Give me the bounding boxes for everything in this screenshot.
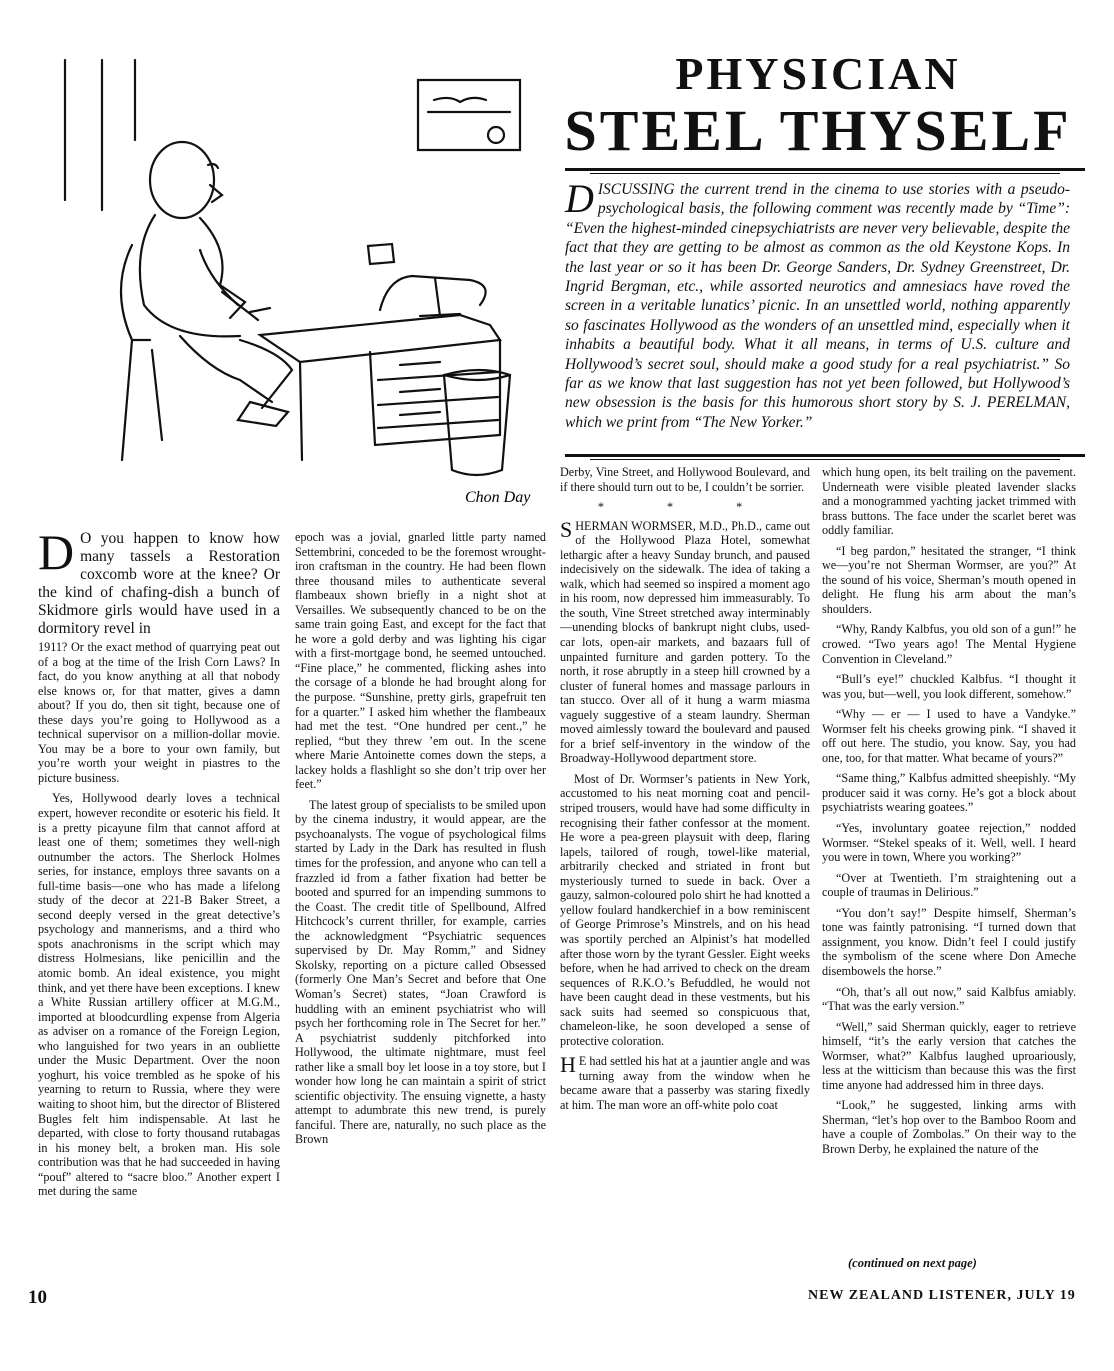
paragraph: “Well,” said Sherman quickly, eager to retrieve himself, “it’s the early version that catches the Wormser, what?” Kalbfus laughed uproariously, less at the witticism than because this was the first time anyone had addressed him in three days. <box>822 1019 1076 1092</box>
paragraph: The latest group of specialists to be smiled upon by the cinema industry, it would appear, are the psychoanalysts. The vogue of psychological films started by Lady in the Dark has resulted in flush times for the profession, and anyone who can tell a frazzled id from a father fixation had better be booted and spurred for an impending summons to the Coast. The credit title of Spellbound, Alfred Hitchcock’s current thriller, for example, carries the acknowledgment “Psychiatric sequences supervised by Dr. May Romm,” and Sidney Skolsky, reporting on a picture called Obsessed (formerly One Man’s Secret and before that One Woman’s Secret) states, “Joan Crawford is huddling with an eminent psychiatrist who will psych her forthcoming role in The Secret for her.” A psychiatrist suddenly pitchforked into Hollywood, the ultimate nightmare, must feel rather like a small boy let loose in a toy store, but I wonder how long he can maintain a spirit of strict scientific objectivity. The ensuing vignette, a hasty attempt to adumbrate this new trend, is purely fanciful. There are, naturally, no such place as the Brown <box>295 797 546 1147</box>
paragraph: 1911? Or the exact method of quarrying peat out of a bog at the time of the Irish Corn Laws? In fact, do you know anything at all that nobody else knows or, for that matter, gives a damn about? If you do, then sit tight, because one of these days you’re going to Hollywood as a technical supervisor on a million-dollar movie. You may be a bore to your own family, but you’re worth your weight in piastres to the picture business. <box>38 640 280 785</box>
divider-bottom <box>565 454 1085 457</box>
paragraph-text: HERMAN WORMSER, M.D., Ph.D., came out of the Hollywood Plaza Hotel, somewhat lethargic after a heavy Sunday brunch, and paused indecisively on the sidewalk. The idea of taking a walk, which had seemed so inspired a moment ago in his room, now depressed him immeasurably. To the south, Vine Street stretched away interminably—unending blocks of bankrupt night clubs, used-car lots, open-air markets, and bazaars full of unpainted furniture and garden pottery. To the north, it rose abruptly in a steep hill crowned by a cluster of funeral homes and massage parlours in tan stucco. Over all of it hung a warm miasma vaguely suggestive of a steam laundry. Sherman moved aimlessly toward the boulevard and paused for a brief self-inventory in the window of the Broadway-Hollywood department store. <box>560 518 810 766</box>
paragraph: “You don’t say!” Despite himself, Sherman’s tone was faintly patronising. “I turned down that assignment, you know. Didn’t feel I could justify the symbolism of the scene where Don Ameche disembowels the horse.” <box>822 905 1076 978</box>
paragraph-text: E had settled his hat at a jauntier angle and was turning away from the window when he became aware that a passerby was staring fixedly at him. The man wore an off-white polo coat <box>560 1054 810 1112</box>
publication-footer: NEW ZEALAND LISTENER, JULY 19 <box>808 1288 1076 1303</box>
divider-bottom-thin <box>590 459 1060 460</box>
paragraph: Yes, Hollywood dearly loves a technical expert, however recondite or esoteric his field. It is a pretty picayune film that cannot afford at least one of them; sometimes they well-nigh outnumber the actors. The Sherlock Holmes series, for instance, employs three savants on a full-time basis—one who has made a lifelong study of the decor at 221-B Baker Street, a second deeply versed in the great detective’s psychology and mannerisms, and a third who spots anachronisms in the script which may distress Holmesians, like penicillin and the atomic bomb. An ideal existence, you might think, and yet there have been exceptions. I knew a White Russian artillery officer at M.G.M., imported at bloodcurdling expense from Algeria as adviser on a romance of the Foreign Legion, who languished for two years in an oubliette under the Music Department. Over the noon yoghurt, his voice trembled as he spoke of his yearning to return to Russia, where they were waiting to shoot him, but the director of Blistered Bugles felt him indispensable. At last he departed, with close to forty thousand rutabagas in his money belt, a broken man. His sole contribution was that he had succeeded in having “pouf” altered to “sacre bloo.” Another expert I met during the same <box>38 791 280 1199</box>
section-dropcap: S <box>560 516 573 542</box>
paragraph: “Same thing,” Kalbfus admitted sheepishly. “My producer said it was corny. He’s got a block about psychiatrists wearing goatees.” <box>822 771 1076 815</box>
section-break: * * * <box>597 500 773 515</box>
paragraph: “Why — er — I used to have a Vandyke.” Wormser felt his cheeks growing pink. “I shaved it off out here. The studio, you know. Say, you had one, too, for that matter. What became of yours?” <box>822 707 1076 765</box>
paragraph: “Oh, that’s all out now,” said Kalbfus amiably. “That was the early version.” <box>822 984 1076 1014</box>
intro-dropcap: D <box>565 176 594 221</box>
lead-text: O you happen to know how many tassels a Restoration coxcomb wore at the knee? Or the kind of chafing-dish a bunch of Skidmore girls would have used in a dormitory revel in <box>38 530 280 637</box>
paragraph: “I beg pardon,” hesitated the stranger, “I think we—you’re not Sherman Wormser, are you?” At the sound of his voice, Sherman’s mouth opened in delight. He flung his arm about the man’s shoulders. <box>822 543 1076 616</box>
intro-text: ISCUSSING the current trend in the cinema to use stories with a pseudo-psychological basis, the following comment was recently made by “Time”: “Even the highest-minded cinepsychiatrists are never very believable, despite the fact that they are getting to be almost as common as the old Keystone Kops. In the last year or so it has been Dr. George Sanders, Dr. Sydney Greenstreet, Dr. Ingrid Bergman, etc., while assorted neurotics and amnesiacs have roved the screen in a veritable lunatics’ picnic. In an unsettled world, nothing apparently so fascinates Hollywood as the wonders of an unsettled mind, especially when it inhabits a beautiful body. What it all means, in terms of U.S. culture and Hollywood’s secret soul, should make a good study for a real psychiatrist.” So far as we know that last suggestion has not yet been followed, but Hollywood’s new obsession is the basis for this humorous short story by S. J. PERELMAN, which we print from “The New Yorker.” <box>565 181 1070 431</box>
article-column-4 <box>822 465 1076 1163</box>
page-number: 10 <box>28 1287 47 1308</box>
psychiatrist-cartoon <box>40 40 540 530</box>
paragraph <box>560 1054 810 1112</box>
paragraph: “Over at Twentieth. I’m straightening out a couple of traumas in Delirious.” <box>822 870 1076 900</box>
paragraph: epoch was a jovial, gnarled little party named Settembrini, conceded to be the foremost wrought-iron craftsman in the country. He had been flown three thousand miles to authenticate several flambeaux shown briefly in a night shot at Versailles. We subsequently chanced to be on the same train going East, and except for the fact that he wore a gold derby and was lighting his cigar with a first-mortgage bond, he seemed untouched. “Fine place,” he commented, flicking ashes into the corsage of a blonde he had brought along for the purpose. “Sunshine, pretty girls, grapefruit ten for a quarter.” I asked him whether the flambeaux had met the test. “One hundred per cent.,” he replied, “but they threw ’em out. In the scene where Marie Antoinette comes down the steps, a lackey holds a flashlight so she don’t trip over her feet.” <box>295 530 546 792</box>
lead-paragraph <box>38 524 280 638</box>
divider-top-thin <box>590 173 1060 174</box>
paragraph <box>560 516 810 766</box>
article-column-2 <box>295 530 546 1153</box>
section-dropcap: H <box>560 1052 576 1078</box>
divider-top <box>565 168 1085 171</box>
paragraph: Derby, Vine Street, and Hollywood Boulevard, and if there should turn out to be, I couldn’t be sorrier. <box>560 465 810 494</box>
article-column-3 <box>560 465 810 1119</box>
article-column-1 <box>38 524 280 1205</box>
continued-note: (continued on next page) <box>848 1256 977 1270</box>
artist-signature: Chon Day <box>465 489 531 506</box>
headline-line-2: STEEL THYSELF <box>564 98 1072 163</box>
paragraph: Most of Dr. Wormser’s patients in New York, accustomed to his neat morning coat and pencil-striped trousers, would have had some difficulty in recognising their father confessor at the moment. He wore a pea-green playsuit with deep, flaring lapels, tailored of rough, towel-like material, arbitrarily checked and striated in front but mysteriously turned to suede in back. Over a gauzy, salmon-coloured polo shirt he had knotted a yellow foulard handkerchief in a bow reminiscent of George Primrose’s Minstrels, and on his head was sportily perched an Alpinist’s hat modelled after those worn by the tyrant Gessler. Eight weeks before, when he had arrived to check on the dream sequences of R.K.O.’s Befuddled, he would not have been caught dead in these vestments, but his sack suits had seemed so conspicuous that, chameleon-like, he soon developed a sense of protective coloration. <box>560 771 810 1048</box>
intro-standfirst <box>565 176 1070 432</box>
paragraph: “Yes, involuntary goatee rejection,” nodded Wormser. “Stekel speaks of it. Well, well. I heard you were in town, Where you working?” <box>822 821 1076 865</box>
paragraph: which hung open, its belt trailing on the pavement. Underneath were visible pleated lavender slacks and a monogrammed yachting jacket trimmed with brass buttons. The face under the scarlet beret was oddly familiar. <box>822 465 1076 538</box>
paragraph: “Look,” he suggested, linking arms with Sherman, “let’s hop over to the Bamboo Room and have a couple of Zombolas.” On their way to the Brown Derby, he explained the nature of the <box>822 1098 1076 1156</box>
paragraph: “Why, Randy Kalbfus, you old son of a gun!” he crowed. “Two years ago! The Mental Hygiene Convention in Cleveland.” <box>822 622 1076 666</box>
headline-line-1: PHYSICIAN <box>675 48 961 99</box>
cartoon-illustration <box>40 40 540 530</box>
article-dropcap: D <box>38 524 75 580</box>
paragraph: “Bull’s eye!” chuckled Kalbfus. “I thought it was you, but—well, you look different, somehow.” <box>822 672 1076 701</box>
